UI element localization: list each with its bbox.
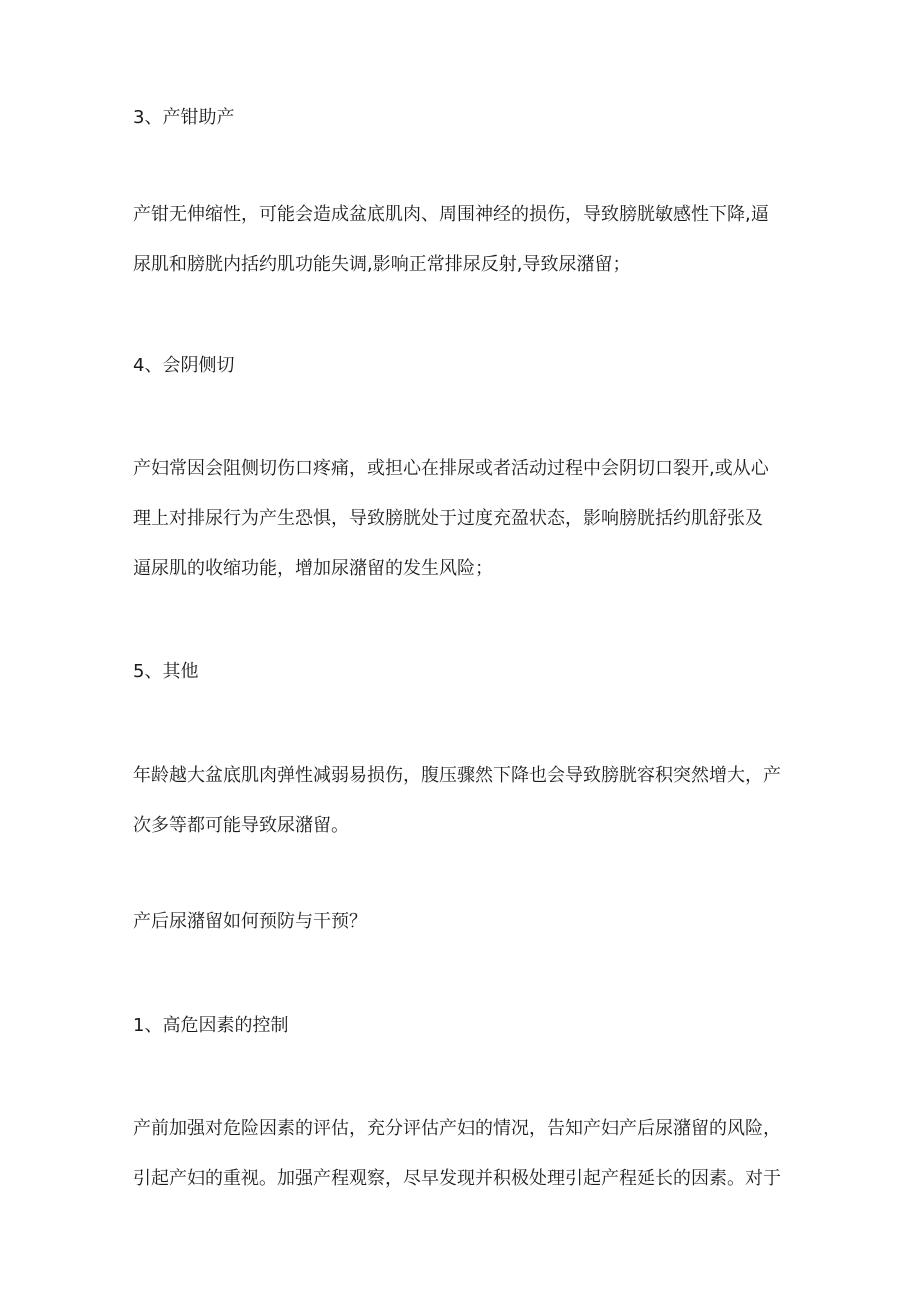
question-heading: 产后尿潴留如何预防与干预？ bbox=[133, 911, 367, 932]
paragraph-line: 产前加强对危险因素的评估，充分评估产妇的情况，告知产妇产后尿潴留的风险， bbox=[133, 1118, 781, 1139]
paragraph-line: 理上对排尿行为产生恐惧，导致膀胱处于过度充盈状态，影响膀胱括约肌舒张及 bbox=[133, 508, 763, 529]
section-heading-forceps: 3、产钳助产 bbox=[133, 107, 235, 128]
paragraph-line: 引起产妇的重视。加强产程观察，尽早发现并积极处理引起产程延长的因素。对于 bbox=[133, 1168, 781, 1189]
paragraph-line: 年龄越大盆底肌肉弹性减弱易损伤，腹压骤然下降也会导致膀胱容积突然增大，产 bbox=[133, 765, 781, 786]
paragraph-line: 产妇常因会阻侧切伤口疼痛，或担心在排尿或者活动过程中会阴切口裂开,或从心 bbox=[133, 458, 769, 479]
paragraph-line: 产钳无伸缩性，可能会造成盆底肌肉、周围神经的损伤，导致膀胱敏感性下降,逼 bbox=[133, 204, 769, 225]
section-heading-other: 5、其他 bbox=[133, 661, 199, 682]
paragraph-line: 逼尿肌的收缩功能，增加尿潴留的发生风险； bbox=[133, 558, 493, 579]
section-heading-risk-control: 1、高危因素的控制 bbox=[133, 1015, 289, 1036]
section-heading-episiotomy: 4、会阴侧切 bbox=[133, 355, 235, 376]
paragraph-line: 尿肌和膀胱内括约肌功能失调,影响正常排尿反射,导致尿潴留； bbox=[133, 254, 631, 275]
paragraph-line: 次多等都可能导致尿潴留。 bbox=[133, 815, 349, 836]
